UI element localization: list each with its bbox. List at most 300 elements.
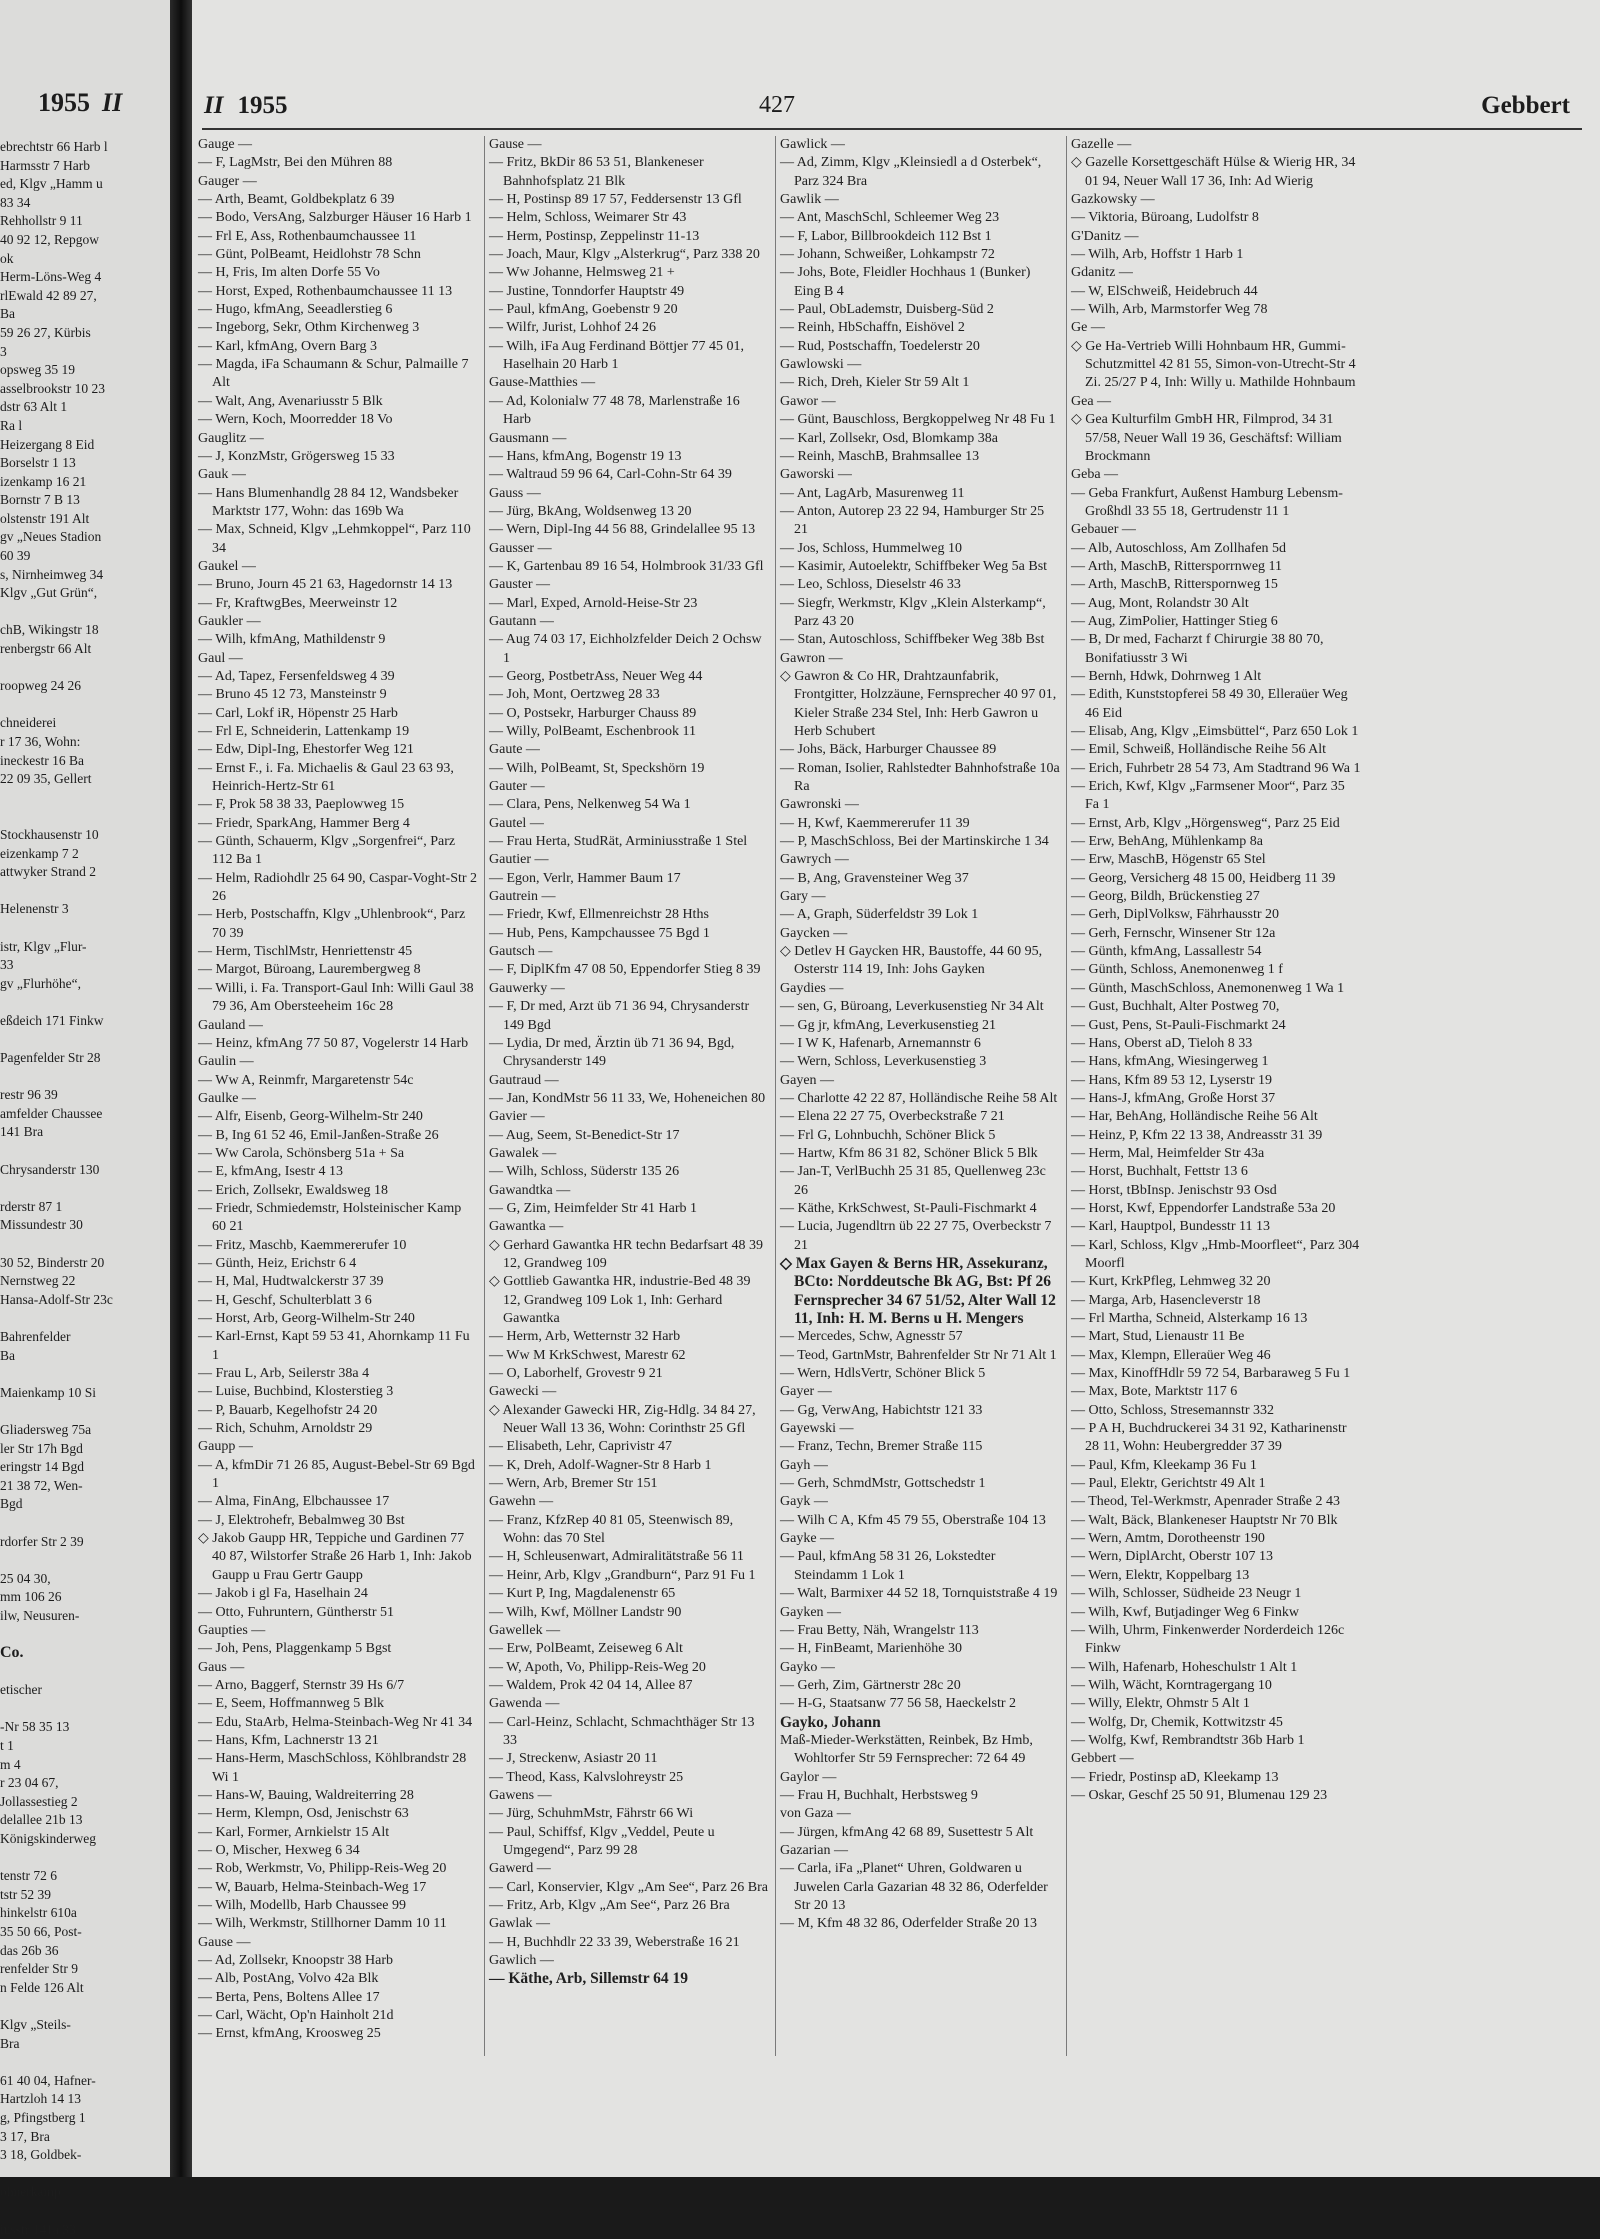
left-page-line bbox=[0, 1365, 168, 1384]
left-page-line: tenstr 72 6 bbox=[0, 1867, 168, 1886]
directory-entry: Gebauer — bbox=[1071, 521, 1361, 539]
left-page-line: Bra bbox=[0, 2035, 168, 2054]
directory-entry: — Wolfg, Kwf, Rembrandtstr 36b Harb 1 bbox=[1071, 1732, 1361, 1750]
left-page-line bbox=[0, 2053, 168, 2072]
directory-entry: Gaul — bbox=[198, 650, 478, 668]
directory-entry: — K, Gartenbau 89 16 54, Holmbrook 31/33 Gfl bbox=[489, 558, 769, 576]
directory-entry: — Wilh, PolBeamt, St, Speckshörn 19 bbox=[489, 760, 769, 778]
left-page-year: 1955 bbox=[38, 88, 90, 117]
left-page bbox=[0, 0, 170, 2177]
directory-entry: — J, Streckenw, Asiastr 20 11 bbox=[489, 1750, 769, 1768]
directory-entry: Gaukler — bbox=[198, 613, 478, 631]
directory-entry: Gautel — bbox=[489, 815, 769, 833]
directory-entry: — Reinh, HbSchaffn, Eishövel 2 bbox=[780, 319, 1060, 337]
directory-entry: — Herb, Postschaffn, Klgv „Uhlenbrook“, Parz 70 39 bbox=[198, 906, 478, 943]
directory-entry: Gaulke — bbox=[198, 1090, 478, 1108]
left-page-line: Rehhollstr 9 11 bbox=[0, 212, 168, 231]
directory-entry: — Charlotte 42 22 87, Holländische Reihe 58 Alt bbox=[780, 1090, 1060, 1108]
directory-entry: — Wern, Amtm, Dorotheenstr 190 bbox=[1071, 1530, 1361, 1548]
directory-entry: Gawlik — bbox=[780, 191, 1060, 209]
directory-entry: — Theod, Kass, Kalvslohreystr 25 bbox=[489, 1769, 769, 1787]
directory-column-4 bbox=[1071, 136, 1361, 2166]
directory-entry: — Jürgen, kfmAng 42 68 89, Susettestr 5 Alt bbox=[780, 1824, 1060, 1842]
directory-entry: — Marl, Exped, Arnold-Heise-Str 23 bbox=[489, 595, 769, 613]
left-page-line: Helenenstr 3 bbox=[0, 900, 168, 919]
directory-entry: — Erw, PolBeamt, Zeiseweg 6 Alt bbox=[489, 1640, 769, 1658]
directory-entry: — Carl-Heinz, Schlacht, Schmachthäger Str 13 33 bbox=[489, 1714, 769, 1751]
directory-entry: — Otto, Fuhruntern, Güntherstr 51 bbox=[198, 1604, 478, 1622]
left-page-line bbox=[0, 603, 168, 622]
directory-entry: — Ernst F., i. Fa. Michaelis & Gaul 23 63 93, Heinrich-Hertz-Str 61 bbox=[198, 760, 478, 797]
left-page-line bbox=[0, 882, 168, 901]
directory-entry: — Wern, HdlsVertr, Schöner Blick 5 bbox=[780, 1365, 1060, 1383]
directory-entry: — Ad, Zimm, Klgv „Kleinsiedl a d Osterbek“, Parz 324 Bra bbox=[780, 154, 1060, 191]
directory-entry: — Horst, Kwf, Eppendorfer Landstraße 53a 20 bbox=[1071, 1200, 1361, 1218]
directory-entry: von Gaza — bbox=[780, 1805, 1060, 1823]
directory-entry: — Willi, i. Fa. Transport-Gaul Inh: Willi Gaul 38 79 36, Am Obersteeheim 16c 28 bbox=[198, 980, 478, 1017]
directory-entry: — A, Graph, Süderfeldstr 39 Lok 1 bbox=[780, 906, 1060, 924]
left-page-line: 61 40 04, Hafner- bbox=[0, 2072, 168, 2091]
directory-entry: — Fritz, Arb, Klgv „Am See“, Parz 26 Bra bbox=[489, 1897, 769, 1915]
directory-entry: — J, Elektrohefr, Bebalmweg 30 Bst bbox=[198, 1512, 478, 1530]
left-page-line bbox=[0, 659, 168, 678]
directory-entry: Gayken — bbox=[780, 1604, 1060, 1622]
directory-entry: — Erich, Zollsekr, Ewaldsweg 18 bbox=[198, 1182, 478, 1200]
directory-entry: — Hans, Kfm, Lachnerstr 13 21 bbox=[198, 1732, 478, 1750]
directory-entry: — Friedr, SparkAng, Hammer Berg 4 bbox=[198, 815, 478, 833]
left-page-line: ed, Klgv „Hamm u bbox=[0, 175, 168, 194]
directory-entry: — Herm, Klempn, Osd, Jenischstr 63 bbox=[198, 1805, 478, 1823]
directory-entry: — Jan, KondMstr 56 11 33, We, Hoheneichen 80 bbox=[489, 1090, 769, 1108]
left-page-line: chneiderei bbox=[0, 714, 168, 733]
directory-entry: Gea — bbox=[1071, 393, 1361, 411]
directory-entry: ◇ Alexander Gawecki HR, Zig-Hdlg. 34 84 27, Neuer Wall 13 36, Wohn: Corinthstr 25 Gfl bbox=[489, 1402, 769, 1439]
directory-entry: Gazelle — bbox=[1071, 136, 1361, 154]
directory-entry: — Hans-J, kfmAng, Große Horst 37 bbox=[1071, 1090, 1361, 1108]
left-page-line bbox=[0, 2202, 168, 2221]
left-page-line: n Felde 126 Alt bbox=[0, 1979, 168, 1998]
directory-entry: Gdanitz — bbox=[1071, 264, 1361, 282]
left-page-line: Hansa-Adolf-Str 23c bbox=[0, 1291, 168, 1310]
directory-entry: — F, Labor, Billbrookdeich 112 Bst 1 bbox=[780, 228, 1060, 246]
directory-entry: Gawor — bbox=[780, 393, 1060, 411]
left-page-line: Königskinderweg bbox=[0, 1830, 168, 1849]
directory-entry: — Frau L, Arb, Seilerstr 38a 4 bbox=[198, 1365, 478, 1383]
directory-entry: — Günt, Bauschloss, Bergkoppelweg Nr 48 Fu 1 bbox=[780, 411, 1060, 429]
directory-entry: — Erw, MaschB, Högenstr 65 Stel bbox=[1071, 851, 1361, 869]
left-page-line: 33 bbox=[0, 956, 168, 975]
directory-entry: Gayke — bbox=[780, 1530, 1060, 1548]
directory-column-1 bbox=[198, 136, 478, 2166]
column-divider bbox=[775, 136, 776, 2056]
directory-entry: — Alb, Autoschloss, Am Zollhafen 5d bbox=[1071, 540, 1361, 558]
left-page-line: Harmsstr 7 Harb bbox=[0, 157, 168, 176]
directory-entry: — Hub, Pens, Kampchaussee 75 Bgd 1 bbox=[489, 925, 769, 943]
left-page-line: Maienkamp 10 Si bbox=[0, 1384, 168, 1403]
left-page-line: amfelder Chaussee bbox=[0, 1105, 168, 1124]
left-page-line bbox=[0, 1663, 168, 1682]
directory-entry: Gaus — bbox=[198, 1659, 478, 1677]
left-page-line: hinkelstr 610a bbox=[0, 1904, 168, 1923]
left-page-line bbox=[0, 1235, 168, 1254]
directory-entry: — Waltraud 59 96 64, Carl-Cohn-Str 64 39 bbox=[489, 466, 769, 484]
directory-entry: — Teod, GartnMstr, Bahrenfelder Str Nr 71 Alt 1 bbox=[780, 1347, 1060, 1365]
directory-entry: — Georg, Bildh, Brückenstieg 27 bbox=[1071, 888, 1361, 906]
directory-entry: — Heinz, kfmAng 77 50 87, Vogelerstr 14 Harb bbox=[198, 1035, 478, 1053]
directory-entry: Gawenda — bbox=[489, 1695, 769, 1713]
directory-entry: — Rud, Postschaffn, Toedelerstr 20 bbox=[780, 338, 1060, 356]
directory-entry: Gaydies — bbox=[780, 980, 1060, 998]
left-page-header bbox=[38, 88, 122, 118]
directory-entry: — Wilh, Uhrm, Finkenwerder Norderdeich 126c Finkw bbox=[1071, 1622, 1361, 1659]
directory-entry: — Wolfg, Dr, Chemik, Kottwitzstr 45 bbox=[1071, 1714, 1361, 1732]
directory-entry: — P A H, Buchdruckerei 34 31 92, Katharinenstr 28 11, Wohn: Heubergredder 37 39 bbox=[1071, 1420, 1361, 1457]
directory-entry: ◇ Gawron & Co HR, Drahtzaunfabrik, Frontgitter, Holzzäune, Fernsprecher 40 97 01, Kieler Straße 234 Stel, Inh: Herb Gawron u Herb Schubert bbox=[780, 668, 1060, 741]
left-page-line: s, Nirnheimweg 34 bbox=[0, 566, 168, 585]
directory-entry: — Paul, kfmAng 58 31 26, Lokstedter Steindamm 1 Lok 1 bbox=[780, 1548, 1060, 1585]
left-page-line: istr, Klgv „Flur- bbox=[0, 938, 168, 957]
directory-entry: — Hans Blumenhandlg 28 84 12, Wandsbeker Marktstr 177, Wohn: das 169b Wa bbox=[198, 485, 478, 522]
column-divider bbox=[1066, 136, 1067, 2056]
directory-entry: — P, MaschSchloss, Bei der Martinskirche 1 34 bbox=[780, 833, 1060, 851]
left-page-line bbox=[0, 1849, 168, 1868]
left-page-line: Ba bbox=[0, 1347, 168, 1366]
directory-entry: — H, FinBeamt, Marienhöhe 30 bbox=[780, 1640, 1060, 1658]
directory-entry: — Gust, Pens, St-Pauli-Fischmarkt 24 bbox=[1071, 1017, 1361, 1035]
directory-entry: — H, Buchhdlr 22 33 39, Weberstraße 16 21 bbox=[489, 1934, 769, 1952]
left-page-line: attwyker Strand 2 bbox=[0, 863, 168, 882]
directory-entry: — Erich, Fuhrbetr 28 54 73, Am Stadtrand 96 Wa 1 bbox=[1071, 760, 1361, 778]
directory-entry: — Carl, Wächt, Op'n Hainholt 21d bbox=[198, 2007, 478, 2025]
directory-entry: — Fr, KraftwgBes, Meerweinstr 12 bbox=[198, 595, 478, 613]
directory-entry: — Anton, Autorep 23 22 94, Hamburger Str 25 21 bbox=[780, 503, 1060, 540]
directory-entry: — Ingeborg, Sekr, Othm Kirchenweg 3 bbox=[198, 319, 478, 337]
directory-entry: Gauland — bbox=[198, 1017, 478, 1035]
directory-entry: — Wern, Schloss, Leverkusenstieg 3 bbox=[780, 1053, 1060, 1071]
directory-entry: Gawrych — bbox=[780, 851, 1060, 869]
left-page-line: Heizergang 8 Eid bbox=[0, 436, 168, 455]
directory-entry: Gawlak — bbox=[489, 1915, 769, 1933]
left-page-line: renfelder Str 9 bbox=[0, 1960, 168, 1979]
directory-entry: Ge — bbox=[1071, 319, 1361, 337]
directory-entry: ◇ Gazelle Korsettgeschäft Hülse & Wierig HR, 34 01 94, Neuer Wall 17 36, Inh: Ad Wierig bbox=[1071, 154, 1361, 191]
directory-entry: Gazarian — bbox=[780, 1842, 1060, 1860]
directory-entry: Gaycken — bbox=[780, 925, 1060, 943]
directory-entry: — Fritz, Maschb, Kaemmererufer 10 bbox=[198, 1237, 478, 1255]
directory-entry: — Ad, Zollsekr, Knoopstr 38 Harb bbox=[198, 1952, 478, 1970]
directory-entry: Gayko — bbox=[780, 1659, 1060, 1677]
directory-column-2 bbox=[489, 136, 769, 2166]
left-page-line: m 4 bbox=[0, 1756, 168, 1775]
directory-entry: — Siegfr, Werkmstr, Klgv „Klein Alsterkamp“, Parz 43 20 bbox=[780, 595, 1060, 632]
directory-entry: — Wilh, kfmAng, Mathildenstr 9 bbox=[198, 631, 478, 649]
directory-entry: — W, ElSchweiß, Heidebruch 44 bbox=[1071, 283, 1361, 301]
directory-entry: — Franz, Techn, Bremer Straße 115 bbox=[780, 1438, 1060, 1456]
left-page-line: Bahrenfelder bbox=[0, 1328, 168, 1347]
directory-entry: Gauger — bbox=[198, 173, 478, 191]
directory-entry: — Horst, tBbInsp. Jenischstr 93 Osd bbox=[1071, 1182, 1361, 1200]
directory-entry: Maß-Mieder-Werkstätten, Reinbek, Bz Hmb, Wohltorfer Str 59 Fernsprecher: 72 64 49 bbox=[780, 1732, 1060, 1769]
left-page-line: 3 bbox=[0, 343, 168, 362]
directory-entry: — Friedr, Postinsp aD, Kleekamp 13 bbox=[1071, 1769, 1361, 1787]
directory-entry: — Leo, Schloss, Dieselstr 46 33 bbox=[780, 576, 1060, 594]
directory-entry: — Käthe, KrkSchwest, St-Pauli-Fischmarkt 4 bbox=[780, 1200, 1060, 1218]
directory-entry: — B, Ing 61 52 46, Emil-Janßen-Straße 26 bbox=[198, 1127, 478, 1145]
directory-entry: — H, Postinsp 89 17 57, Feddersenstr 13 Gfl bbox=[489, 191, 769, 209]
directory-entry: Gauwerky — bbox=[489, 980, 769, 998]
directory-entry: ◇ Gerhard Gawantka HR techn Bedarfsart 48 39 12, Grandweg 109 bbox=[489, 1237, 769, 1274]
left-page-line: eizenkamp 7 2 bbox=[0, 845, 168, 864]
left-page-line: Bornstr 7 B 13 bbox=[0, 491, 168, 510]
directory-entry: — Lucia, Jugendltrn üb 22 27 75, Overbeckstr 7 21 bbox=[780, 1218, 1060, 1255]
directory-entry: Gause — bbox=[198, 1934, 478, 1952]
directory-entry: — Edu, StaArb, Helma-Steinbach-Weg Nr 41 34 bbox=[198, 1714, 478, 1732]
directory-entry: — B, Ang, Gravensteiner Weg 37 bbox=[780, 870, 1060, 888]
left-page-line: Bgd bbox=[0, 1495, 168, 1514]
directory-entry: — Jürg, SchuhmMstr, Fährstr 66 Wi bbox=[489, 1805, 769, 1823]
directory-entry: ◇ Max Gayen & Berns HR, Assekuranz, BCto: Norddeutsche Bk AG, Bst: Pf 26 Fernsprecher 34 67 51/52, Alter Wall 12 11, Inh: H. M. Berns u H. Mengers bbox=[780, 1255, 1060, 1328]
directory-entry: — Arth, MaschB, Rittersporrnweg 11 bbox=[1071, 558, 1361, 576]
directory-entry: ◇ Detlev H Gaycken HR, Baustoffe, 44 60 95, Osterstr 114 19, Inh: Johs Gayken bbox=[780, 943, 1060, 980]
directory-entry: — Karl, Zollsekr, Osd, Blomkamp 38a bbox=[780, 430, 1060, 448]
directory-entry: — Marga, Arb, Hasencleverstr 18 bbox=[1071, 1292, 1361, 1310]
directory-entry: — Ant, LagArb, Masurenweg 11 bbox=[780, 485, 1060, 503]
directory-entry: — Erich, Kwf, Klgv „Farmsener Moor“, Parz 35 Fa 1 bbox=[1071, 778, 1361, 815]
directory-entry: — Elisabeth, Lehr, Caprivistr 47 bbox=[489, 1438, 769, 1456]
directory-entry: — Paul, Kfm, Kleekamp 36 Fu 1 bbox=[1071, 1457, 1361, 1475]
directory-entry: — Karl, Former, Arnkielstr 15 Alt bbox=[198, 1824, 478, 1842]
directory-entry: Gayen — bbox=[780, 1072, 1060, 1090]
directory-entry: — Max, Klempn, Elleraüer Weg 46 bbox=[1071, 1347, 1361, 1365]
directory-entry: — Günt, PolBeamt, Heidlohstr 78 Schn bbox=[198, 246, 478, 264]
left-page-line: 141 Bra bbox=[0, 1123, 168, 1142]
directory-entry: — A, kfmDir 71 26 85, August-Bebel-Str 69 Bgd 1 bbox=[198, 1457, 478, 1494]
directory-entry: — Arth, Beamt, Goldbekplatz 6 39 bbox=[198, 191, 478, 209]
directory-entry: — Friedr, Schmiedemstr, Holsteinischer Kamp 60 21 bbox=[198, 1200, 478, 1237]
directory-entry: Gayh — bbox=[780, 1457, 1060, 1475]
directory-entry: — Mart, Stud, Lienaustr 11 Be bbox=[1071, 1328, 1361, 1346]
directory-entry: — Elisab, Ang, Klgv „Eimsbüttel“, Parz 650 Lok 1 bbox=[1071, 723, 1361, 741]
directory-entry: — Arno, Baggerf, Sternstr 39 Hs 6/7 bbox=[198, 1677, 478, 1695]
directory-entry: — Gust, Buchhalt, Alter Postweg 70, bbox=[1071, 998, 1361, 1016]
directory-entry: — Horst, Exped, Rothenbaumchaussee 11 13 bbox=[198, 283, 478, 301]
directory-entry: — Horst, Buchhalt, Fettstr 13 6 bbox=[1071, 1163, 1361, 1181]
left-page-line: olstenstr 191 Alt bbox=[0, 510, 168, 529]
directory-entry: — Günth, Schloss, Anemonenweg 1 f bbox=[1071, 961, 1361, 979]
directory-entry: — Hans-Herm, MaschSchloss, Köhlbrandstr 28 Wi 1 bbox=[198, 1750, 478, 1787]
directory-entry: — Ant, MaschSchl, Schleemer Weg 23 bbox=[780, 209, 1060, 227]
directory-entry: — Egon, Verlr, Hammer Baum 17 bbox=[489, 870, 769, 888]
directory-entry: — Joh, Pens, Plaggenkamp 5 Bgst bbox=[198, 1640, 478, 1658]
left-page-line: delallee 21b 13 bbox=[0, 1811, 168, 1830]
left-page-line: Co. bbox=[0, 1644, 168, 1663]
directory-entry: G'Danitz — bbox=[1071, 228, 1361, 246]
directory-entry: — Frl E, Schneiderin, Lattenkamp 19 bbox=[198, 723, 478, 741]
directory-entry: Gawantka — bbox=[489, 1218, 769, 1236]
directory-entry: — H-G, Staatsanw 77 56 58, Haeckelstr 2 bbox=[780, 1695, 1060, 1713]
directory-entry: — G, Zim, Heimfelder Str 41 Harb 1 bbox=[489, 1200, 769, 1218]
directory-entry: — Bruno, Journ 45 21 63, Hagedornstr 14 13 bbox=[198, 576, 478, 594]
directory-entry: — Wilfr, Jurist, Lohhof 24 26 bbox=[489, 319, 769, 337]
left-page-line: ok bbox=[0, 250, 168, 269]
left-page-line: Missundestr 30 bbox=[0, 1216, 168, 1235]
left-page-line: Ba bbox=[0, 305, 168, 324]
directory-entry: — Franz, KfzRep 40 81 05, Steenwisch 89, Wohn: das 70 Stel bbox=[489, 1512, 769, 1549]
directory-entry: — Walt, Barmixer 44 52 18, Tornquiststraße 4 19 bbox=[780, 1585, 1060, 1603]
directory-entry: Gebbert — bbox=[1071, 1750, 1361, 1768]
directory-entry: — Paul, Schiffsf, Klgv „Veddel, Peute u Umgegend“, Parz 99 28 bbox=[489, 1824, 769, 1861]
directory-entry: — Ad, Kolonialw 77 48 78, Marlenstraße 16 Harb bbox=[489, 393, 769, 430]
directory-entry: — Kurt, KrkPfleg, Lehmweg 32 20 bbox=[1071, 1273, 1361, 1291]
directory-entry: — Edith, Kunststopferei 58 49 30, Elleraüer Weg 46 Eid bbox=[1071, 686, 1361, 723]
left-page-line bbox=[0, 1997, 168, 2016]
left-page-line: izenkamp 16 21 bbox=[0, 473, 168, 492]
directory-column-3 bbox=[780, 136, 1060, 2166]
column-divider bbox=[484, 136, 485, 2056]
left-page-line: gv „Neues Stadion bbox=[0, 528, 168, 547]
directory-entry: — Lydia, Dr med, Ärztin üb 71 36 94, Bgd, Chrysanderstr 149 bbox=[489, 1035, 769, 1072]
directory-entry: — Günth, Schauerm, Klgv „Sorgenfrei“, Parz 112 Ba 1 bbox=[198, 833, 478, 870]
directory-entry: Gaute — bbox=[489, 741, 769, 759]
directory-entry: — H, Fris, Im alten Dorfe 55 Vo bbox=[198, 264, 478, 282]
directory-entry: — Emil, Schweiß, Holländische Reihe 56 Alt bbox=[1071, 741, 1361, 759]
directory-entry: — Käthe, Arb, Sillemstr 64 19 bbox=[489, 1970, 769, 1988]
left-page-line: asselbrookstr 10 23 bbox=[0, 380, 168, 399]
directory-entry: — Rob, Werkmstr, Vo, Philipp-Reis-Weg 20 bbox=[198, 1860, 478, 1878]
directory-entry: — Ad, Tapez, Fersenfeldsweg 4 39 bbox=[198, 668, 478, 686]
directory-entry: — Ww Carola, Schönsberg 51a + Sa bbox=[198, 1145, 478, 1163]
directory-entry: Geba — bbox=[1071, 466, 1361, 484]
right-page bbox=[192, 0, 1600, 2177]
directory-entry: — Hans-W, Bauing, Waldreiterring 28 bbox=[198, 1787, 478, 1805]
directory-entry: — Joh, Mont, Oertzweg 28 33 bbox=[489, 686, 769, 704]
directory-entry: Gawalek — bbox=[489, 1145, 769, 1163]
directory-entry: Gayko, Johann bbox=[780, 1714, 1060, 1732]
directory-entry: — Hans, kfmAng, Bogenstr 19 13 bbox=[489, 448, 769, 466]
directory-entry: — H, Mal, Hudtwalckerstr 37 39 bbox=[198, 1273, 478, 1291]
directory-entry: ◇ Ge Ha-Vertrieb Willi Hohnbaum HR, Gummi-Schutzmittel 42 81 55, Simon-von-Utrecht-Str 4 Zi. 25/27 P 4, Inh: Willy u. Mathilde Hohnbaum bbox=[1071, 338, 1361, 393]
left-page-line: Nernstweg 22 bbox=[0, 1272, 168, 1291]
directory-entry: — H, Geschf, Schulterblatt 3 6 bbox=[198, 1292, 478, 1310]
directory-entry: Gawehn — bbox=[489, 1493, 769, 1511]
left-page-line: Jollassestieg 2 bbox=[0, 1793, 168, 1812]
directory-entry: — Willy, Elektr, Ohmstr 5 Alt 1 bbox=[1071, 1695, 1361, 1713]
directory-entry: — W, Apoth, Vo, Philipp-Reis-Weg 20 bbox=[489, 1659, 769, 1677]
directory-entry: — Carla, iFa „Planet“ Uhren, Goldwaren u Juwelen Carla Gazarian 48 32 86, Oderfelder Str 20 13 bbox=[780, 1860, 1060, 1915]
directory-entry: — Carl, Lokf iR, Höpenstr 25 Harb bbox=[198, 705, 478, 723]
directory-entry: — Johann, Schweißer, Lohkampstr 72 bbox=[780, 246, 1060, 264]
directory-entry: Gayer — bbox=[780, 1383, 1060, 1401]
left-page-line: ebrechtstr 66 Harb l bbox=[0, 138, 168, 157]
left-page-line: 21 38 72, Wen- bbox=[0, 1477, 168, 1496]
left-page-line: restr 96 39 bbox=[0, 1086, 168, 1105]
directory-entry: — Georg, Versicherg 48 15 00, Heidberg 11 39 bbox=[1071, 870, 1361, 888]
directory-entry: — Roman, Isolier, Rahlstedter Bahnhofstraße 10a Ra bbox=[780, 760, 1060, 797]
left-page-line: -Nr 58 35 13 bbox=[0, 1718, 168, 1737]
left-page-line: Gliadersweg 75a bbox=[0, 1421, 168, 1440]
directory-entry: — P, Bauarb, Kegelhofstr 24 20 bbox=[198, 1402, 478, 1420]
directory-entry: — O, Mischer, Hexweg 6 34 bbox=[198, 1842, 478, 1860]
header-part: II bbox=[204, 92, 223, 119]
directory-entry: — O, Laborhelf, Grovestr 9 21 bbox=[489, 1365, 769, 1383]
directory-entry: — W, Bauarb, Helma-Steinbach-Weg 17 bbox=[198, 1879, 478, 1897]
left-page-line: Stockhausenstr 10 bbox=[0, 826, 168, 845]
directory-entry: — Luise, Buchbind, Klosterstieg 3 bbox=[198, 1383, 478, 1401]
left-page-line bbox=[0, 1031, 168, 1050]
left-page-line: ler Str 17h Bgd bbox=[0, 1440, 168, 1459]
directory-entry: Gawlowski — bbox=[780, 356, 1060, 374]
directory-entry: Gawellek — bbox=[489, 1622, 769, 1640]
directory-entry: — Wilh, Hafenarb, Hoheschulstr 1 Alt 1 bbox=[1071, 1659, 1361, 1677]
directory-entry: Gautier — bbox=[489, 851, 769, 869]
left-page-line: mm 106 26 bbox=[0, 1588, 168, 1607]
left-page-line: eringstr 14 Bgd bbox=[0, 1458, 168, 1477]
page-header-left bbox=[204, 92, 287, 120]
directory-entry: — Hans, Oberst aD, Tieloh 8 33 bbox=[1071, 1035, 1361, 1053]
directory-entry: Gautann — bbox=[489, 613, 769, 631]
directory-entry: — M, Kfm 48 32 86, Oderfelder Straße 20 13 bbox=[780, 1915, 1060, 1933]
left-page-line: 59 26 27, Kürbis bbox=[0, 324, 168, 343]
left-page-line bbox=[0, 807, 168, 826]
left-page-line: ineckestr 16 Ba bbox=[0, 752, 168, 771]
left-page-line: r 23 04 67, bbox=[0, 1774, 168, 1793]
directory-entry: Gause-Matthies — bbox=[489, 374, 769, 392]
directory-entry: — Aug, ZimPolier, Hattinger Stieg 6 bbox=[1071, 613, 1361, 631]
directory-entry: — Justine, Tonndorfer Hauptstr 49 bbox=[489, 283, 769, 301]
directory-entry: — Alfr, Eisenb, Georg-Wilhelm-Str 240 bbox=[198, 1108, 478, 1126]
directory-entry: — Frau Herta, StudRät, Arminiusstraße 1 Stel bbox=[489, 833, 769, 851]
left-page-line bbox=[0, 1551, 168, 1570]
left-page-line: Herm-Löns-Weg 4 bbox=[0, 268, 168, 287]
directory-entry: Gayewski — bbox=[780, 1420, 1060, 1438]
left-page-line: 40 92 12, Repgow bbox=[0, 231, 168, 250]
left-page-line bbox=[0, 696, 168, 715]
directory-entry: Gaukel — bbox=[198, 558, 478, 576]
directory-entry: Gautsch — bbox=[489, 943, 769, 961]
directory-entry: — Herm, Mal, Heimfelder Str 43a bbox=[1071, 1145, 1361, 1163]
directory-entry: Gaulin — bbox=[198, 1053, 478, 1071]
directory-entry: Gawecki — bbox=[489, 1383, 769, 1401]
directory-entry: Gaupp — bbox=[198, 1438, 478, 1456]
left-page-line bbox=[0, 993, 168, 1012]
left-page-part: II bbox=[102, 88, 122, 117]
directory-entry: — Wern, Elektr, Koppelbarg 13 bbox=[1071, 1567, 1361, 1585]
directory-entry: Gary — bbox=[780, 888, 1060, 906]
directory-entry: Gavier — bbox=[489, 1108, 769, 1126]
directory-entry: — Jan-T, VerlBuchh 25 31 85, Quellenweg 23c 26 bbox=[780, 1163, 1060, 1200]
header-rule bbox=[202, 128, 1582, 130]
directory-entry: — Walt, Ang, Avenariusstr 5 Blk bbox=[198, 393, 478, 411]
left-page-line bbox=[0, 1179, 168, 1198]
directory-entry: — Karl, Hauptpol, Bundesstr 11 13 bbox=[1071, 1218, 1361, 1236]
left-page-line: Ra l bbox=[0, 417, 168, 436]
directory-entry: — Ww A, Reinmfr, Margaretenstr 54c bbox=[198, 1072, 478, 1090]
directory-entry: — Hans, kfmAng, Wiesingerweg 1 bbox=[1071, 1053, 1361, 1071]
directory-entry: — B, Dr med, Facharzt f Chirurgie 38 80 70, Bonifatiusstr 3 Wi bbox=[1071, 631, 1361, 668]
directory-entry: — Willy, PolBeamt, Eschenbrook 11 bbox=[489, 723, 769, 741]
directory-entry: ◇ Gottlieb Gawantka HR, industrie-Bed 48 39 12, Grandweg 109 Lok 1, Inh: Gerhard Gawantka bbox=[489, 1273, 769, 1328]
left-page-line bbox=[0, 1700, 168, 1719]
directory-entry: — Hans, Kfm 89 53 12, Lyserstr 19 bbox=[1071, 1072, 1361, 1090]
directory-entry: Gazkowsky — bbox=[1071, 191, 1361, 209]
directory-entry: — Wilh, Schlosser, Südheide 23 Neugr 1 bbox=[1071, 1585, 1361, 1603]
book-gutter bbox=[170, 0, 192, 2177]
header-year: 1955 bbox=[237, 92, 287, 119]
left-page-line bbox=[0, 1402, 168, 1421]
directory-entry: — Kurt P, Ing, Magdalenenstr 65 bbox=[489, 1585, 769, 1603]
directory-entry: — Paul, kfmAng, Goebenstr 9 20 bbox=[489, 301, 769, 319]
directory-entry: — Helm, Schloss, Weimarer Str 43 bbox=[489, 209, 769, 227]
